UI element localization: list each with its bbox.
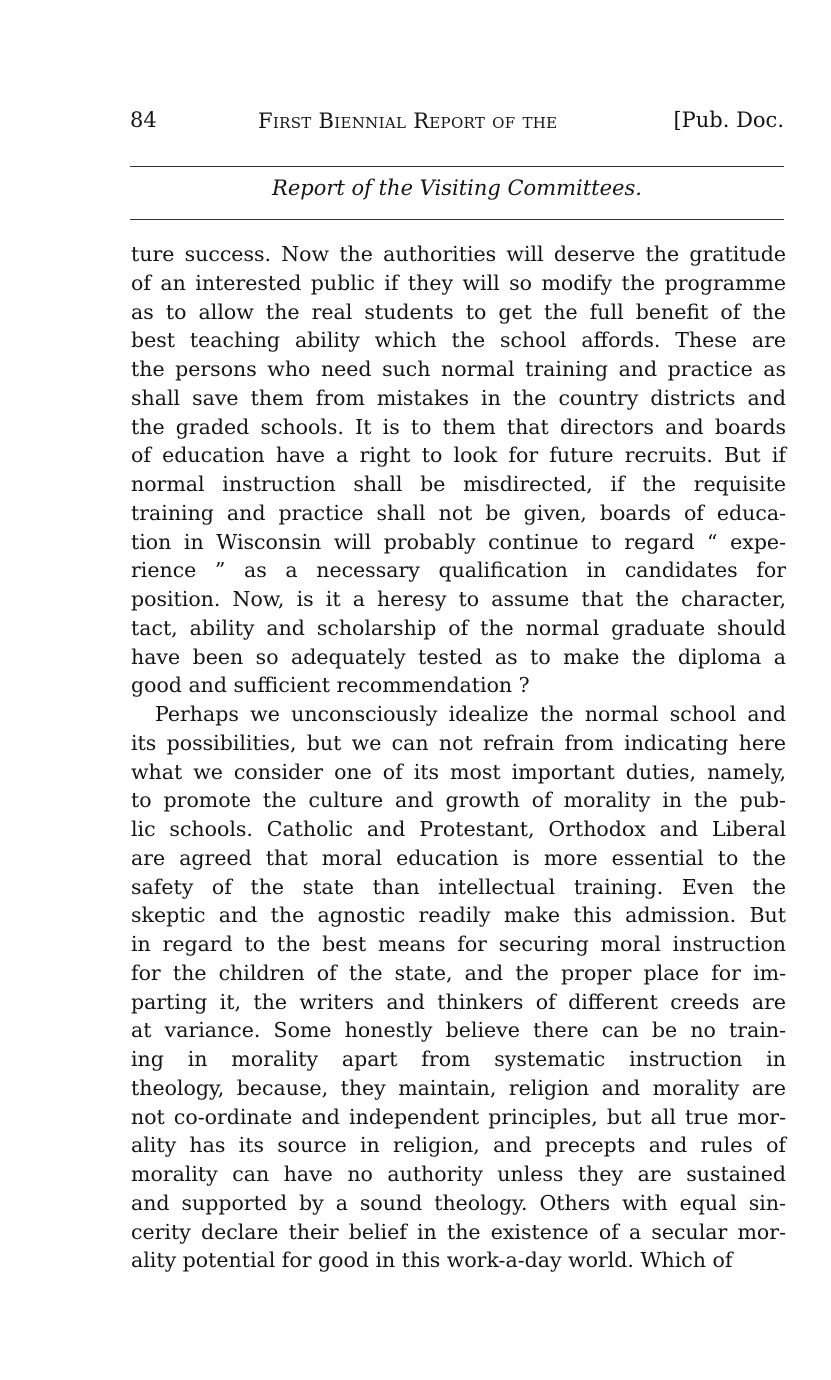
body-text [131,240,786,1275]
text-line: theology, because, they maintain, religion and morality are [131,1075,786,1100]
text-line: as to allow the real students to get the full benefit of the [131,299,786,324]
text-line: for the children of the state, and the proper place for im- [131,960,786,985]
text-line: ing in morality apart from systematic instruction in [131,1047,786,1071]
document-label: [Pub. Doc. [673,108,784,132]
text-line: ality potential for good in this work-a-day world. Which of [131,1248,733,1273]
text-line: safety of the state than intellectual training. Even the [131,874,786,899]
text-line: in regard to the best means for securing moral instruction [131,932,786,956]
header-rule-bottom [130,219,784,220]
section-title: Report of the Visiting Committees. [272,176,642,200]
text-line: of an interested public if they will so modify the programme [131,270,786,295]
paragraph [131,240,786,700]
text-line: lic schools. Catholic and Protestant, Orthodox and Liberal [131,817,786,841]
text-line: at variance. Some honestly believe there can be no train- [131,1018,786,1043]
text-line: tion in Wisconsin will probably continue to regard “ expe- [131,529,786,554]
text-line: not co-ordinate and independent principles, but all true mor- [131,1104,786,1129]
text-line: cerity declare their belief in the existence of a secular mor- [131,1219,786,1244]
text-line: the graded schools. It is to them that directors and boards [131,414,786,439]
text-line: training and practice shall not be given, boards of educa- [131,500,786,525]
text-line: to promote the culture and growth of morality in the pub- [131,788,786,813]
page-number: 84 [130,108,157,132]
text-line: Perhaps we unconsciously idealize the normal school and [155,702,786,726]
text-line: normal instruction shall be misdirected, if the requisite [131,472,786,496]
page-header [130,106,784,140]
text-line: the persons who need such normal training and practice as [131,357,786,381]
paragraph [131,700,786,1275]
text-line: position. Now, is it a heresy to assume that the character, [131,587,786,611]
text-line: skeptic and the agnostic readily make this admission. But [131,903,786,928]
text-line: are agreed that moral education is more essential to the [131,845,786,870]
text-line: rience ” as a necessary qualification in candidates for [131,558,786,583]
text-line: its possibilities, but we can not refrain from indicating here [131,730,786,755]
text-line: morality can have no authority unless they are sustained [131,1162,786,1186]
text-line: shall save them from mistakes in the country districts and [131,385,786,410]
text-line: ture success. Now the authorities will deserve the gratitude [131,242,786,266]
text-line: of education have a right to look for future recruits. But if [131,443,786,468]
running-title: First Biennial Report of the [258,109,558,133]
header-rule-top [130,166,784,167]
text-line: ality has its source in religion, and precepts and rules of [131,1133,786,1158]
text-line: good and sufficient recommendation ? [131,673,530,698]
text-line: tact, ability and scholarship of the normal graduate should [131,615,786,640]
text-line: have been so adequately tested as to make the diploma a [131,644,786,669]
text-line: what we consider one of its most important duties, namely, [131,759,786,784]
text-line: parting it, the writers and thinkers of different creeds are [131,989,786,1014]
text-line: and supported by a sound theology. Others with equal sin- [131,1190,786,1215]
text-line: best teaching ability which the school affords. These are [131,328,786,353]
